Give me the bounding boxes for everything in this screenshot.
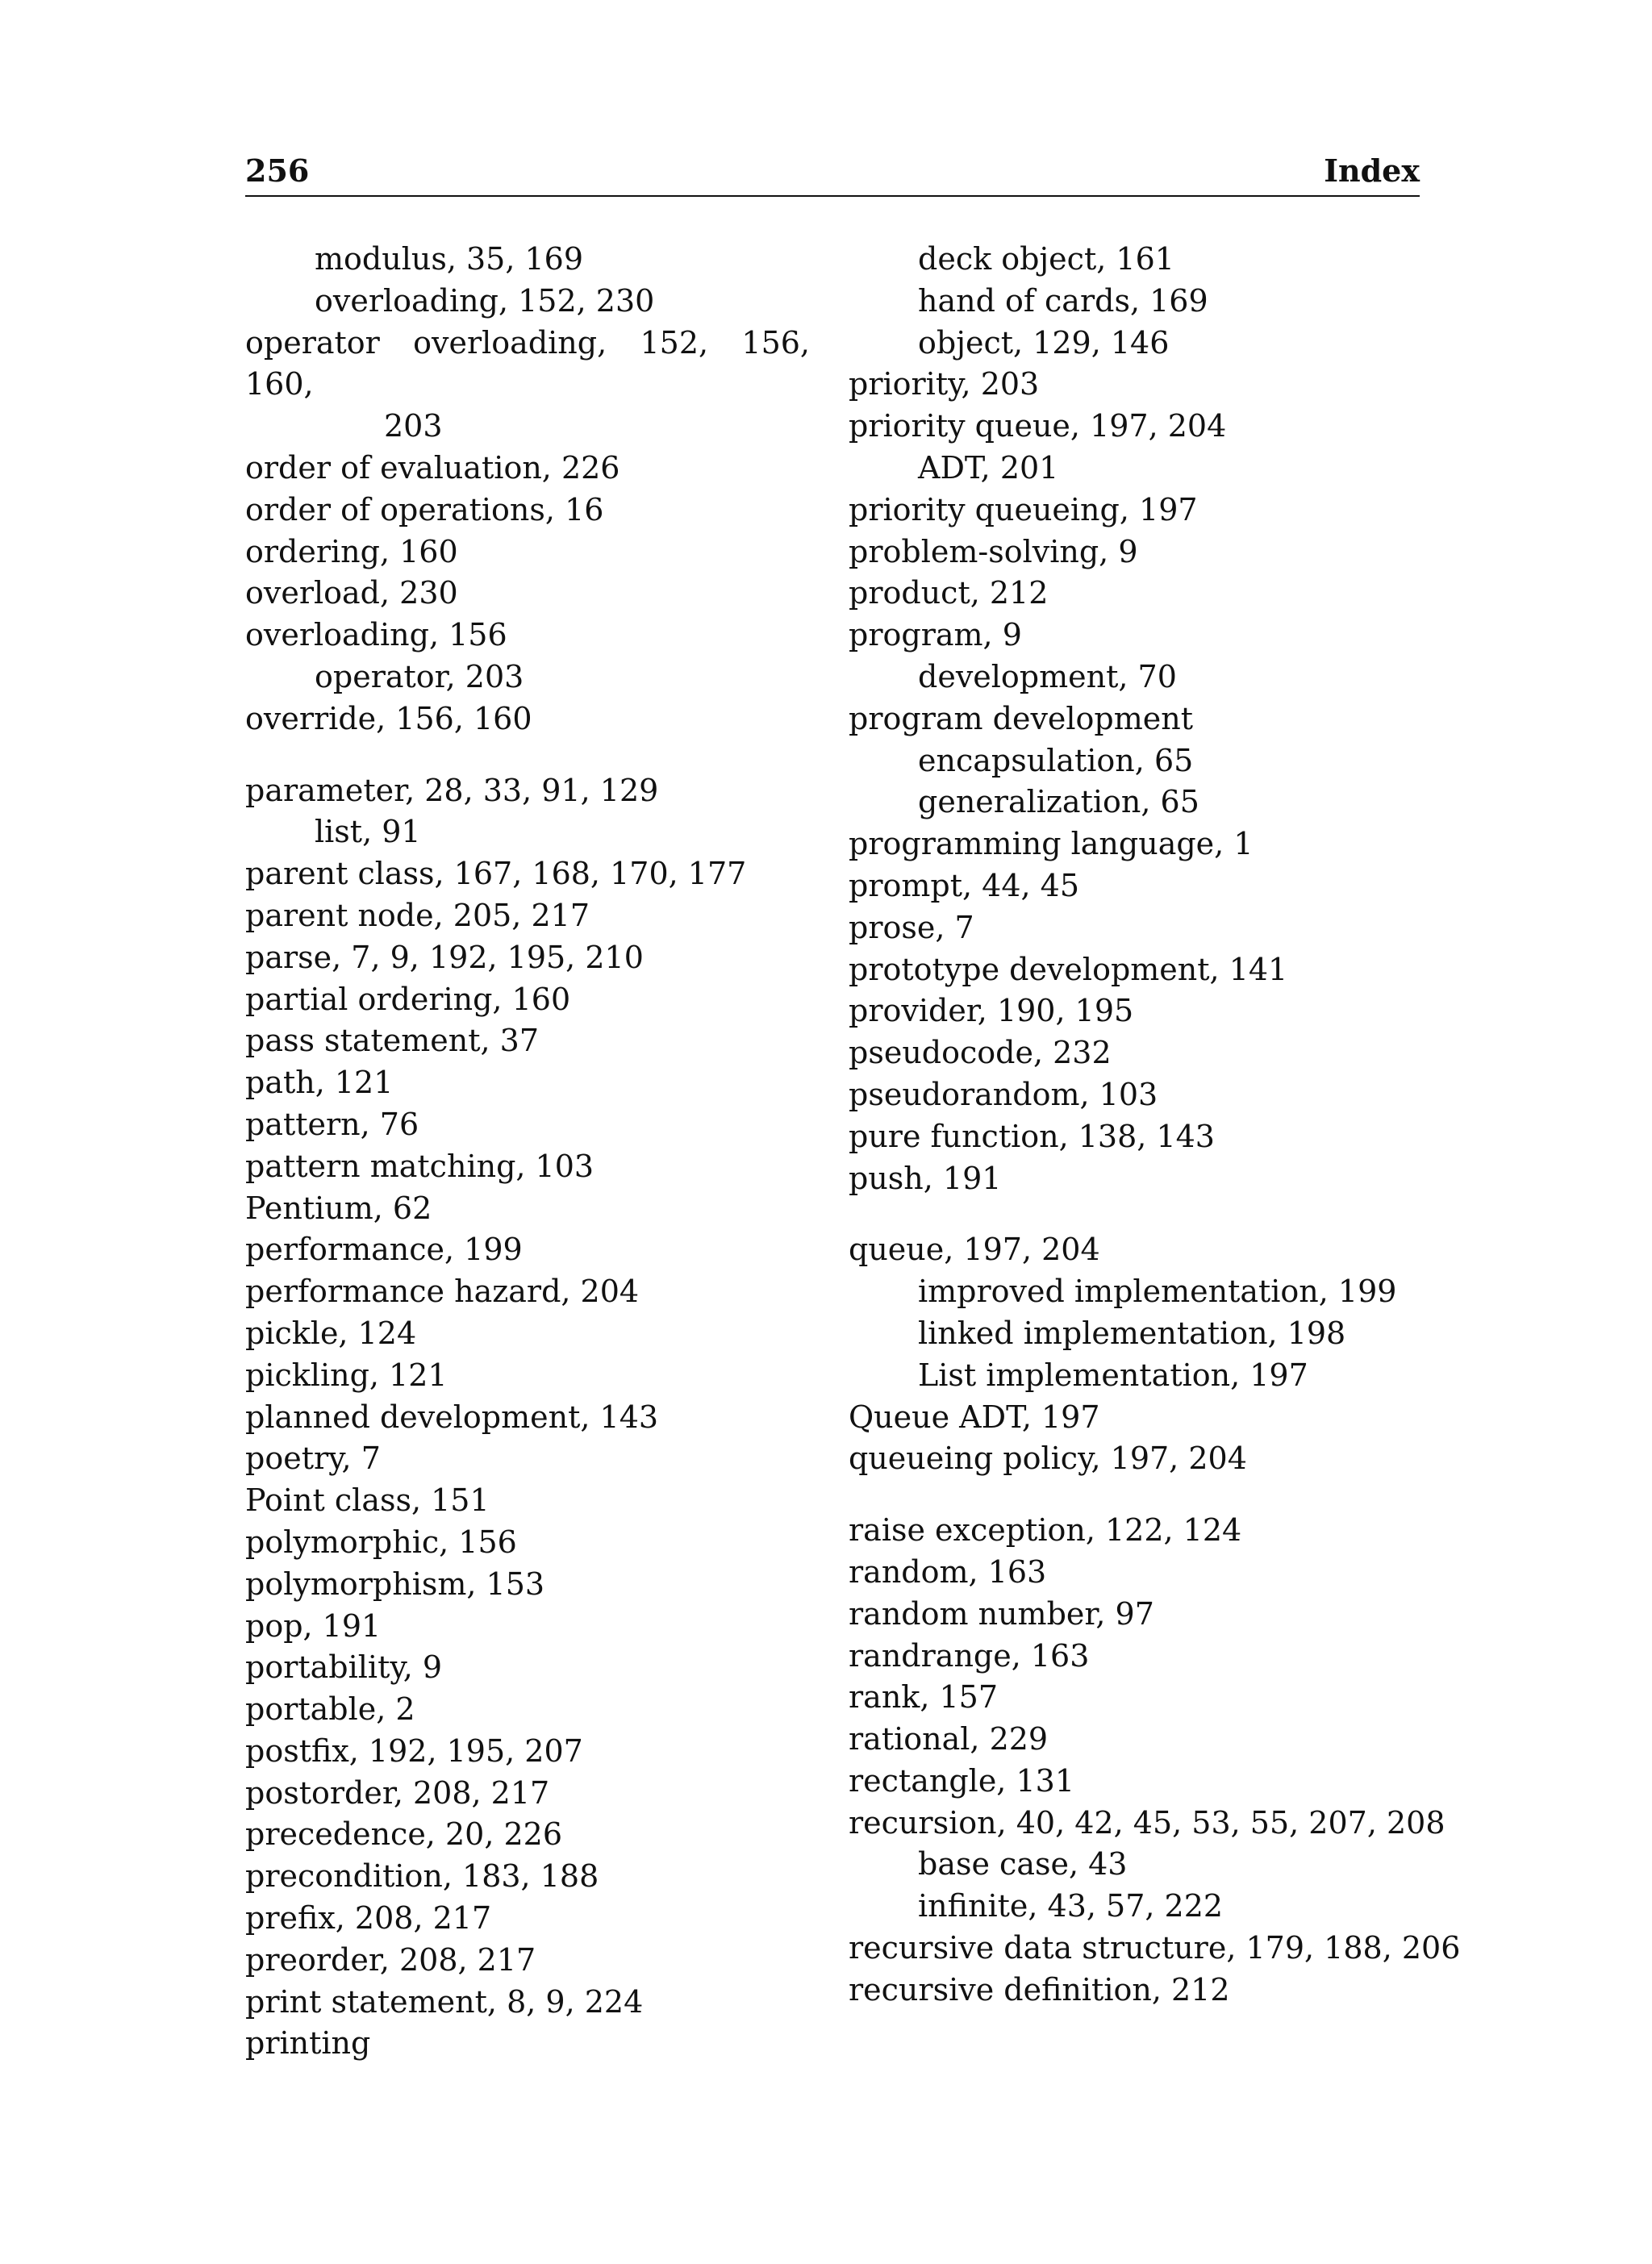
index-entry: priority queue, 197, 204: [849, 408, 1227, 444]
index-subentry: development, 70: [918, 658, 1177, 694]
index-entry: Point class, 151: [245, 1482, 490, 1519]
index-subentry: object, 129, 146: [918, 324, 1170, 361]
index-entry: partial ordering, 160: [245, 981, 571, 1017]
page-number: 256: [245, 152, 310, 189]
index-subentry: operator, 203: [315, 658, 524, 694]
index-entry: queue, 197, 204: [849, 1232, 1100, 1268]
index-entry: prefix, 208, 217: [245, 1900, 492, 1937]
index-entry: rectangle, 131: [849, 1762, 1074, 1799]
index-subentry: base case, 43: [918, 1846, 1128, 1882]
index-entry: overloading, 156: [245, 617, 507, 653]
index-entry: portable, 2: [245, 1691, 415, 1728]
index-entry: order of evaluation, 226: [245, 449, 620, 486]
index-entry: parent node, 205, 217: [245, 897, 590, 933]
index-entry: parameter, 28, 33, 91, 129: [245, 772, 659, 808]
index-entry: randrange, 163: [849, 1637, 1090, 1674]
index-entry: pass statement, 37: [245, 1023, 540, 1059]
index-subentry: encapsulation, 65: [918, 742, 1194, 778]
index-entry: preorder, 208, 217: [245, 1941, 536, 1978]
index-entry: prose, 7: [849, 909, 974, 945]
index-entry: pickle, 124: [245, 1315, 417, 1351]
index-entry: overload, 230: [245, 575, 458, 611]
index-entry: provider, 190, 195: [849, 993, 1134, 1029]
index-entry: postorder, 208, 217: [245, 1774, 550, 1811]
index-entry: postfix, 192, 195, 207: [245, 1732, 583, 1769]
index-entry: printing: [245, 2025, 371, 2062]
index-subentry: modulus, 35, 169: [315, 241, 584, 277]
index-column-right: [849, 239, 1461, 2012]
index-entry: recursive definition, 212: [849, 1971, 1230, 2008]
index-entry: raise exception, 122, 124: [849, 1512, 1242, 1549]
index-subentry: deck object, 161: [918, 241, 1174, 277]
index-subentry: improved implementation, 199: [918, 1274, 1397, 1310]
index-entry: portability, 9: [245, 1649, 443, 1686]
index-entry: problem-solving, 9: [849, 533, 1138, 569]
index-entry: precondition, 183, 188: [245, 1858, 599, 1895]
index-entry: poetry, 7: [245, 1441, 381, 1477]
index-entry: performance, 199: [245, 1232, 523, 1268]
index-entry: rank, 157: [849, 1679, 999, 1716]
index-entry: Pentium, 62: [245, 1190, 432, 1226]
index-subentry: generalization, 65: [918, 784, 1199, 820]
index-entry: polymorphism, 153: [245, 1566, 545, 1602]
index-entry: priority, 203: [849, 366, 1040, 402]
index-entry: pattern, 76: [245, 1106, 419, 1142]
page-header: [245, 147, 1420, 195]
index-subentry: ADT, 201: [918, 449, 1059, 486]
index-entry: performance hazard, 204: [245, 1274, 640, 1310]
index-entry: planned development, 143: [245, 1399, 659, 1435]
index-entry: pop, 191: [245, 1607, 382, 1644]
index-entry: pure function, 138, 143: [849, 1118, 1215, 1154]
index-subentry: infinite, 43, 57, 222: [918, 1888, 1224, 1924]
index-entry: random number, 97: [849, 1595, 1154, 1632]
index-entry: pseudocode, 232: [849, 1035, 1112, 1071]
index-entry: program development: [849, 700, 1194, 736]
index-entry: rational, 229: [849, 1721, 1049, 1757]
index-subentry: overloading, 152, 230: [315, 282, 655, 319]
index-entry: prototype development, 141: [849, 951, 1288, 987]
index-subentry: hand of cards, 169: [918, 282, 1208, 319]
index-entry: priority queueing, 197: [849, 491, 1198, 527]
index-entry: random, 163: [849, 1553, 1047, 1590]
index-entry: override, 156, 160: [245, 700, 532, 736]
index-entry: program, 9: [849, 617, 1022, 653]
index-entry: push, 191: [849, 1160, 1002, 1196]
index-entry: parent class, 167, 168, 170, 177: [245, 856, 747, 892]
index-entry: print statement, 8, 9, 224: [245, 1983, 644, 2020]
index-entry: recursive data structure, 179, 188, 206: [849, 1930, 1461, 1966]
index-entry-continuation: 203: [384, 408, 443, 444]
index-entry: path, 121: [245, 1065, 394, 1101]
index-entry: recursion, 40, 42, 45, 53, 55, 207, 208: [849, 1804, 1446, 1841]
running-head: Index: [1324, 152, 1420, 189]
header-rule: [245, 195, 1420, 197]
index-entry: order of operations, 16: [245, 491, 604, 527]
index-entry: precedence, 20, 226: [245, 1816, 563, 1853]
index-subentry: list, 91: [315, 814, 421, 850]
index-entry: pickling, 121: [245, 1357, 448, 1393]
index-entry: ordering, 160: [245, 533, 458, 569]
index-entry: programming language, 1: [849, 826, 1254, 862]
index-entry: queueing policy, 197, 204: [849, 1441, 1247, 1477]
index-entry: pattern matching, 103: [245, 1148, 594, 1184]
index-subentry: linked implementation, 198: [918, 1315, 1346, 1351]
index-entry: polymorphic, 156: [245, 1524, 517, 1560]
index-entry: operator overloading, 152, 156, 160,: [245, 324, 810, 402]
index-column-left: [245, 239, 810, 2065]
index-entry: parse, 7, 9, 192, 195, 210: [245, 939, 644, 975]
index-entry: prompt, 44, 45: [849, 867, 1080, 903]
index-entry: pseudorandom, 103: [849, 1076, 1158, 1112]
index-entry: product, 212: [849, 575, 1049, 611]
index-subentry: List implementation, 197: [918, 1357, 1308, 1393]
index-entry: Queue ADT, 197: [849, 1399, 1100, 1435]
